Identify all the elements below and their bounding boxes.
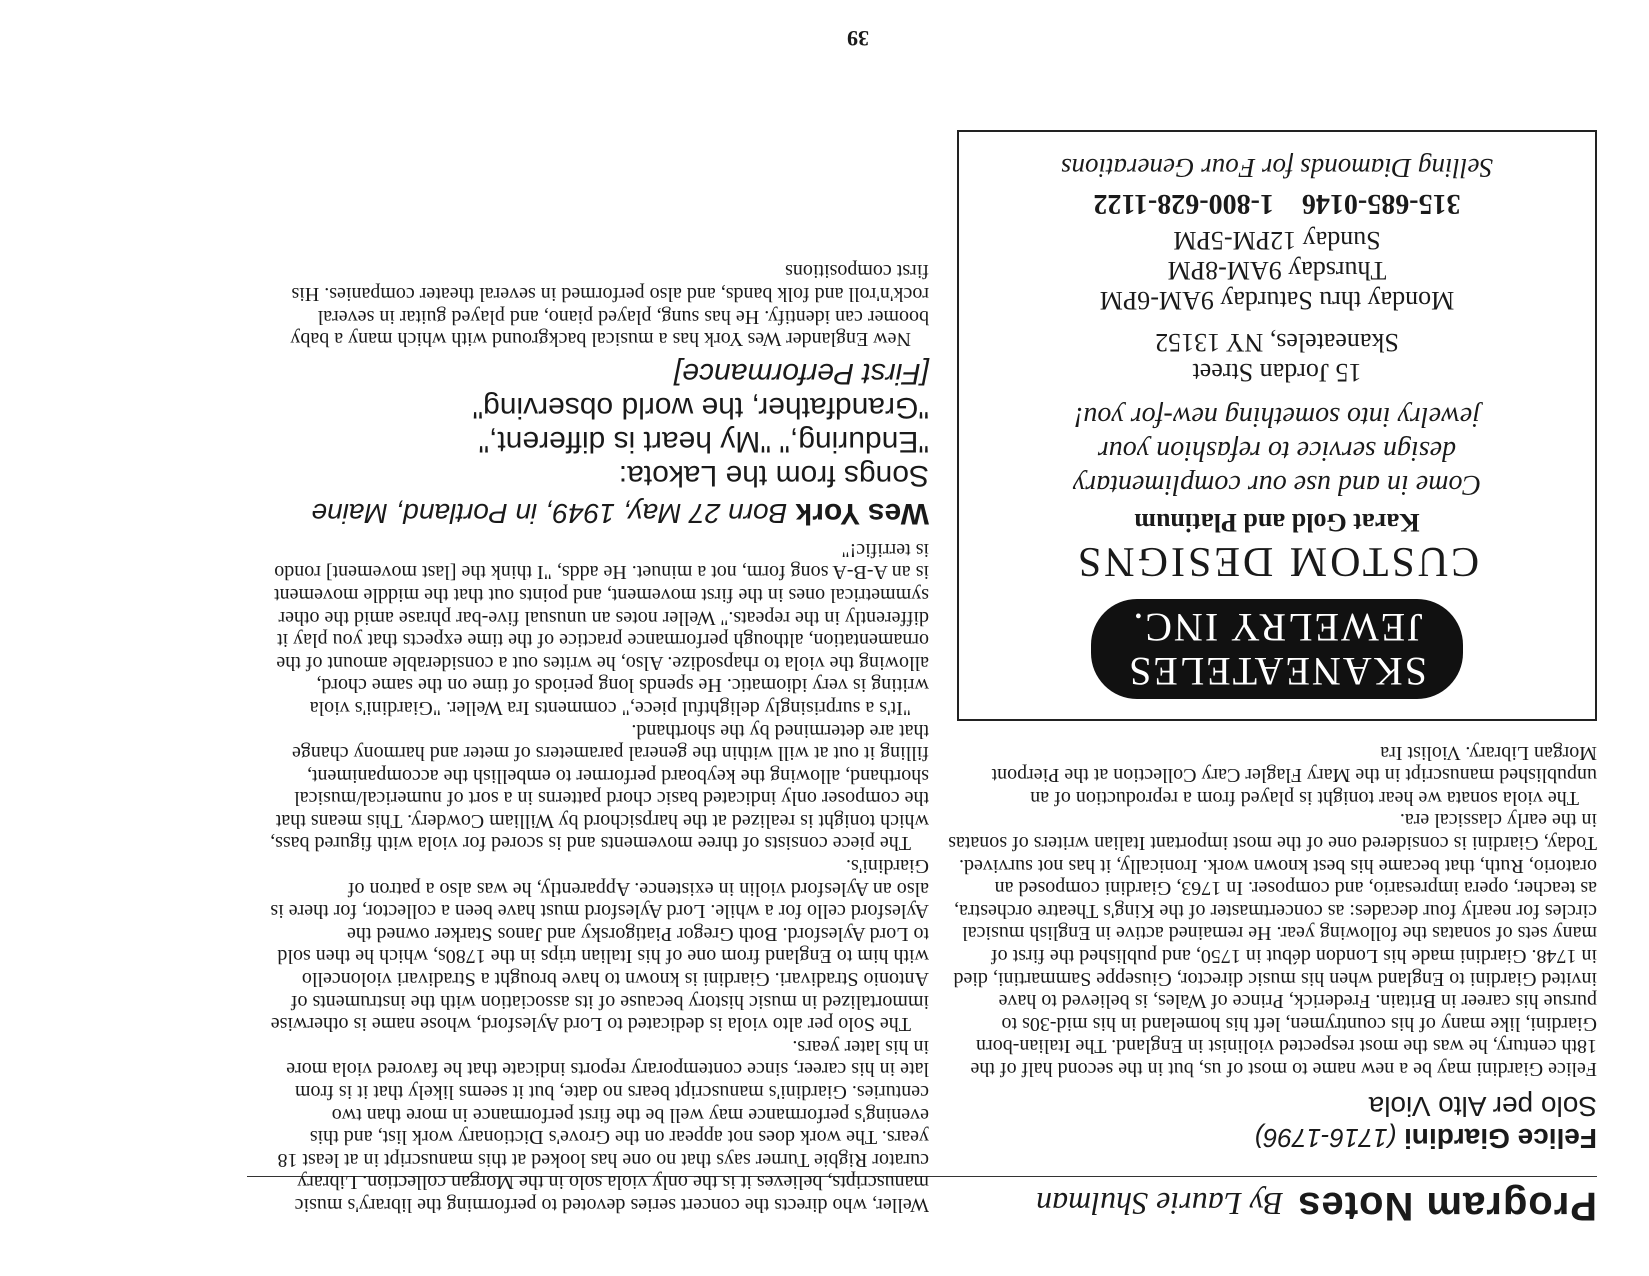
ad-tagline: Selling Diamonds for Four Generations [1061, 153, 1493, 184]
right-column [269, 260, 929, 1216]
york-work-title: Songs from the Lakota: [618, 459, 929, 493]
giardini-continued-1: Weller, who directs the concert series devoted to performing the library's music manuscripts, believes it is the only viola solo in the Morgan collection. Library curator Rigbie Turner says that no one has looked at this manuscript in at least 18 years. The work does not appear on the Grove's Dictionary work list, and this evening's performance may well be the first performance in more than two centuries. Giardini's manuscript bears no date, but it seems likely that it is from late in his career, since contemporary reports indicate that he favored viola more in his later years. [277, 1035, 929, 1216]
work-title: Solo per Alto Viola [1368, 1091, 1597, 1122]
composer-heading-york [269, 496, 929, 530]
ad-hours-line: Thursday 9AM-8PM [1167, 256, 1387, 286]
composer-dates: (1716-1796) [1254, 1123, 1397, 1153]
york-songs-line-1: "Enduring," "My heart is different," [478, 425, 929, 459]
composer-heading [947, 1122, 1597, 1154]
jewelry-logo [1091, 599, 1463, 699]
jewelry-advertisement [957, 130, 1597, 721]
giardini-continued-4: "It's a surprisingly delightful piece," comments Ira Weller. "Giardini's viola writing is very idiomatic. He spends long periods of time on the same chord, allowing the viola to rhapsodize. Also, he writes out a considerable amount of the ornamentation, although performance practice of the time expects that you play it differently in the repeats." Weller notes an unusual five-bar phrase amid the other symmetrical ones in the first movement, and points out that the middle movement is an A-B-A song form, not a minuet. He adds, "I think the [last movement] rondo is terrific!" [274, 538, 929, 719]
page-number: 39 [847, 26, 869, 51]
york-work [269, 356, 929, 492]
giardini-continued-3: The piece consists of three movements and is scored for viola with figured bass, which tonight is realized at the harpsichord by William Cowdery. This means that the composer only indicated basic chord patterns in a sort of numerical/musical shorthand, allowing the keyboard performer to embellish the accompaniment, filling it out at will within the general parameters of meter and harmony change that are determined by the shorthand. [270, 719, 929, 855]
ad-hours-line: Monday thru Saturday 9AM-6PM [1099, 286, 1455, 316]
giardini-continued-2: The Solo per alto viola is dedicated to Lord Aylesford, whose name is otherwise immortalized in music history because of its association with the instruments of Antonio Stradivari. Giardini is known to have brought a Stradivari violoncello with him to England from one of his Italian trips in the 1780s, which he then sold to Lord Aylesford. Both Gregor Piatigorsky and Janos Starker owned the Aylesford cello for a while. Lord Aylesford must have been a collector, for there is also an Aylesford violin in existence. Apparently, he was also a patron of Giardini's. [270, 855, 929, 1036]
page-title: Program Notes [1297, 1184, 1597, 1228]
ad-pitch-line: jewelry into something new-for you! [1074, 401, 1480, 433]
ad-pitch-line: design service to refashion your [1097, 435, 1457, 467]
logo-line-2: JEWELRY INC. [1131, 605, 1423, 651]
giardini-paragraph-1: Felice Giardini may be a new name to most of us, but in the second half of the 18th century, he was the most respected violinist in England. The Italian-born Giardini, like many of his countrymen, left his homeland in his mid-30s to pursue his career in Britain. Frederick, Prince of Wales, is believed to have invited Giardini to England when his music director, Giuseppe Sammartini, died in 1748. Giardini made his London début in 1750, and published the first of many sets of sonatas the following year. He remained active in English musical circles for nearly four decades: as concertmaster of the King's Theatre orchestra, as teacher, opera impresario, and composer. In 1763, Giardini composed an oratorio, Ruth, that became his best known work. Ironically, it has not survived. Today, Giardini is considered one of the most important Italian writers of sonatas in the early classical era. [948, 809, 1597, 1080]
composer-birth: Born 27 May, 1949, in Portland, Maine [311, 498, 788, 530]
composer-name: Felice Giardini [1404, 1123, 1597, 1154]
york-premiere: [First Performance] [673, 357, 929, 391]
ad-pitch [977, 399, 1577, 501]
ad-hours-line: Sunday 12PM-5PM [1173, 226, 1381, 256]
ad-subhead: Karat Gold and Platinum [1134, 508, 1420, 538]
composer-name-york: Wes York [795, 497, 929, 531]
giardini-paragraph-2: The viola sonata we hear tonight is played from a reproduction of an unpublished manuscript in the Mary Flagler Cary Collection at the Pierpont Morgan Library. Violist Ira [991, 741, 1597, 809]
ad-pitch-line: Come in and use our complimentary [1072, 469, 1482, 501]
ad-headline: CUSTOM DESIGNS [1074, 538, 1480, 585]
logo-line-1: SKANEATELES [1127, 649, 1427, 695]
ad-address [977, 327, 1577, 387]
left-column [947, 130, 1597, 1228]
ad-phones: 315-685-0146 1-800-628-1122 [1093, 188, 1461, 220]
york-paragraph: New Englander Wes York has a musical background with which many a baby boomer can identify. He has sung, played piano, and played guitar in several rock'n'roll and folk bands, and also performed in several theater companies. His first compositions [290, 260, 929, 351]
ad-city: Skaneateles, NY 13152 [1155, 328, 1399, 358]
ad-street: 15 Jordan Street [1192, 358, 1362, 388]
byline: By Laurie Shulman [1036, 1186, 1284, 1222]
york-songs-line-2: "Grandfather, the world observing" [472, 391, 929, 425]
ad-hours [977, 225, 1577, 315]
